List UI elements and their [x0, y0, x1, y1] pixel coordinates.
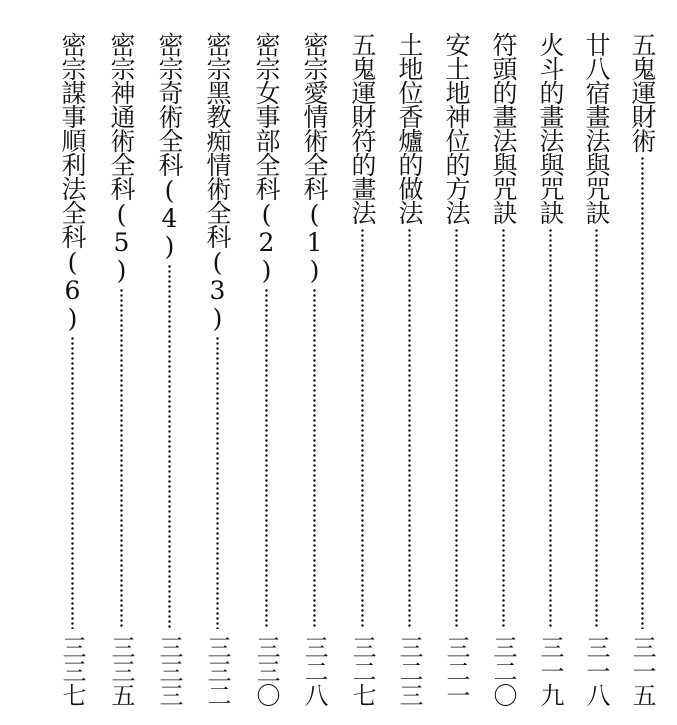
toc-entry: [300, 32, 328, 707]
toc-entry-title: 密宗奇術全科(4): [155, 32, 184, 260]
dot-leader: [120, 288, 123, 629]
toc-entry: [489, 32, 517, 707]
toc-entry-page: 三一九: [536, 635, 564, 707]
dot-leader: [595, 228, 598, 629]
toc-entry: [536, 32, 564, 707]
toc-entry-title: 符頭的畫法與咒訣: [489, 32, 518, 224]
toc-entry: [395, 32, 423, 707]
toc-entry-title: 五鬼運財符的畫法: [348, 32, 377, 224]
dot-leader: [71, 336, 74, 629]
toc-entry: [442, 32, 470, 707]
dot-leader: [408, 228, 411, 629]
toc-entry-page: 三三二: [203, 635, 231, 707]
toc-entry-title: 密宗謀事順利法全科(6): [58, 32, 87, 332]
toc-entry: [348, 32, 376, 707]
toc-entry-page: 三二〇: [489, 635, 517, 707]
toc-entry-page: 三三五: [107, 635, 135, 707]
toc-entry: [107, 32, 135, 707]
toc-entry-page: 三二一: [442, 635, 470, 707]
dot-leader: [549, 228, 552, 629]
dot-leader: [216, 336, 219, 629]
dot-leader: [455, 228, 458, 629]
toc-entry-title: 安土地神位的方法: [442, 32, 471, 224]
toc-entry-title: 火斗的畫法與咒訣: [536, 32, 565, 224]
toc-entry: [155, 32, 183, 707]
toc-entry-title: 廿八宿畫法與咒訣: [582, 32, 611, 224]
dot-leader: [361, 228, 364, 629]
toc-entry-title: 土地位香爐的做法: [395, 32, 424, 224]
dot-leader: [502, 228, 505, 629]
toc-entry-title: 密宗愛情術全科(1): [300, 32, 329, 284]
toc-entry: [582, 32, 610, 707]
toc-entry-title: 密宗神通術全科(5): [107, 32, 136, 284]
toc-entry-page: 三二七: [348, 635, 376, 707]
toc-entry-page: 三三〇: [252, 635, 280, 707]
toc-entry-title: 密宗黑教痴情術全科(3): [203, 32, 232, 332]
toc-entry-page: 三二八: [300, 635, 328, 707]
toc-entry-page: 三三三: [155, 635, 183, 707]
toc-entry: [203, 32, 231, 707]
toc-entry-page: 三一八: [582, 635, 610, 707]
toc-entry: [252, 32, 280, 707]
toc-entry: [58, 32, 86, 707]
toc-entry: [628, 32, 656, 707]
toc-entry-page: 三二三: [395, 635, 423, 707]
toc-entry-title: 五鬼運財術: [628, 32, 657, 152]
dot-leader: [265, 288, 268, 629]
dot-leader: [641, 156, 644, 629]
dot-leader: [168, 264, 171, 629]
dot-leader: [313, 288, 316, 629]
toc-entry-page: 三三七: [58, 635, 86, 707]
toc-entry-page: 三一五: [628, 635, 656, 707]
toc-entry-title: 密宗女事部全科(2): [252, 32, 281, 284]
